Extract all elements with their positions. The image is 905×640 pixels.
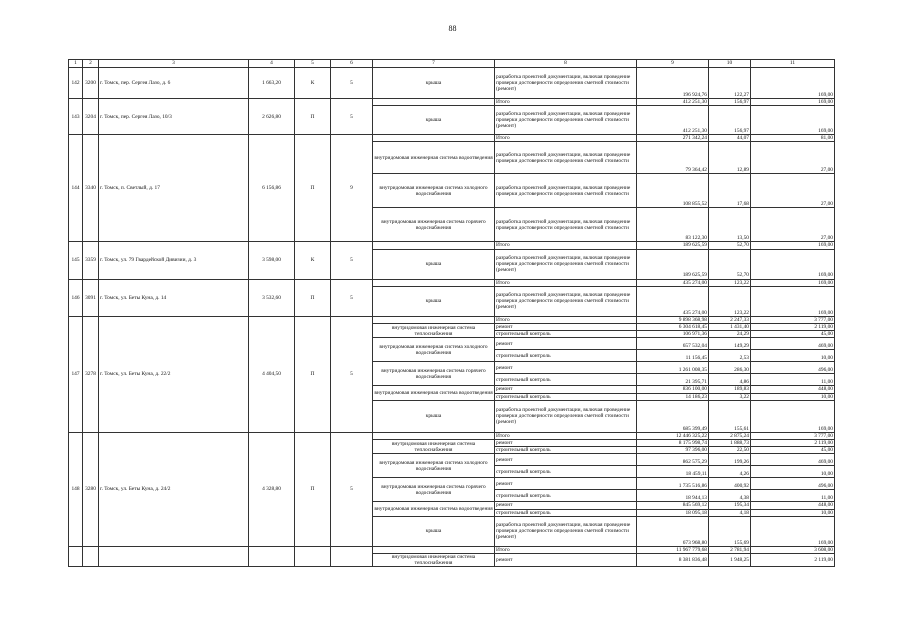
area: 1 663,20 <box>249 68 295 99</box>
limit: 496,00 <box>751 478 835 490</box>
total-cost: 189 625,59 <box>637 242 709 249</box>
element: внутридомовая инженерная система теплоснабжения <box>373 554 495 567</box>
empty-cell <box>295 546 331 567</box>
col-header: 8 <box>495 60 637 68</box>
limit: 10,00 <box>751 509 835 516</box>
unit-cost: 195,34 <box>709 502 751 509</box>
cost: 1 261 008,35 <box>637 362 709 374</box>
unit-cost: 52,70 <box>709 249 751 279</box>
col-header: 6 <box>331 60 373 68</box>
empty-cell <box>249 546 295 567</box>
work-type: строительный контроль <box>495 490 637 502</box>
cost: 862 575,29 <box>637 454 709 466</box>
work-type: ремонт <box>495 454 637 466</box>
address: г. Томск, пер. Сергея Лазо, 10/3 <box>99 99 249 135</box>
work-type: разработка проектной документации, включая проведение проверки достоверности определения сметной стоимости (ремонт) <box>495 106 637 135</box>
house-id: 3280 <box>83 432 99 546</box>
floors: 5 <box>331 68 373 99</box>
total-limit: 3 777,00 <box>751 432 835 439</box>
column-number-row <box>69 60 835 68</box>
unit-cost: 4,26 <box>709 466 751 478</box>
floors: 5 <box>331 432 373 546</box>
limit: 448,00 <box>751 502 835 509</box>
area: 4 328,80 <box>249 432 295 546</box>
work-type: строительный контроль <box>495 393 637 400</box>
table-row-total <box>69 135 835 142</box>
unit-cost: 3,22 <box>709 393 751 400</box>
table-row-total <box>69 99 835 106</box>
work-type: строительный контроль <box>495 331 637 338</box>
total-label: Итого <box>495 279 637 286</box>
work-type: разработка проектной документации, включая проведение проверки достоверности определения сметной стоимости (ремонт) <box>495 286 637 316</box>
work-type: строительный контроль <box>495 350 637 362</box>
unit-cost: 22,50 <box>709 447 751 454</box>
total-cost: 11 967 779,68 <box>637 546 709 553</box>
address: г. Томск, ул. Беты Куна, д. 24/2 <box>99 432 249 546</box>
limit: 2 119,00 <box>751 554 835 567</box>
cost: 18 459,11 <box>637 466 709 478</box>
wall-type: П <box>295 432 331 546</box>
house-id: 3091 <box>83 279 99 316</box>
table-row <box>69 68 835 99</box>
empty-cell <box>373 135 495 142</box>
element: внутридомовая инженерная система теплоснабжения <box>373 440 495 454</box>
element: внутридомовая инженерная система теплоснабжения <box>373 324 495 338</box>
area: 3 532,60 <box>249 279 295 316</box>
total-unit-cost: 156,97 <box>709 99 751 106</box>
work-type: разработка проектной документации, включая проведение проверки достоверности определения сметной стоимости (ремонт) <box>495 68 637 99</box>
work-type: ремонт <box>495 502 637 509</box>
work-type: ремонт <box>495 338 637 350</box>
element: внутридомовая инженерная система холодного водоснабжения <box>373 174 495 208</box>
cost: 14 186,23 <box>637 393 709 400</box>
unit-cost: 155,61 <box>709 400 751 432</box>
cost: 8 175 998,74 <box>637 440 709 447</box>
work-type: разработка проектной документации, включая проведение проверки достоверности определения сметной стоимости (ремонт) <box>495 249 637 279</box>
address: г. Томск, ул. Беты Куна, д. 14 <box>99 279 249 316</box>
limit: 469,00 <box>751 338 835 350</box>
cost: 97 396,00 <box>637 447 709 454</box>
limit: 10,00 <box>751 350 835 362</box>
unit-cost: 400,92 <box>709 478 751 490</box>
house-id: 3340 <box>83 135 99 242</box>
unit-cost: 24,29 <box>709 331 751 338</box>
cost: 83 122,30 <box>637 208 709 242</box>
wall-type: П <box>295 316 331 432</box>
empty-cell <box>373 316 495 323</box>
work-type: ремонт <box>495 440 637 447</box>
address: г. Томск, пер. Сергея Лазо, д. 6 <box>99 68 249 99</box>
work-type: разработка проектной документации, включая проведение проверки достоверности определения сметной стоимости <box>495 142 637 174</box>
row-number: 143 <box>69 99 83 135</box>
unit-cost: 122,27 <box>709 68 751 99</box>
limit: 27,00 <box>751 142 835 174</box>
work-type: строительный контроль <box>495 447 637 454</box>
row-number: 146 <box>69 279 83 316</box>
work-type: разработка проектной документации, включая проведение проверки достоверности определения сметной стоимости (ремонт) <box>495 400 637 432</box>
floors: 5 <box>331 316 373 432</box>
unit-cost: 286,30 <box>709 362 751 374</box>
empty-cell <box>373 432 495 439</box>
cost: 18 944,13 <box>637 490 709 502</box>
empty-cell <box>83 546 99 567</box>
total-unit-cost: 2 781,94 <box>709 546 751 553</box>
work-type: ремонт <box>495 386 637 393</box>
floors: 5 <box>331 242 373 279</box>
house-id: 3200 <box>83 68 99 99</box>
cost: 18 095,18 <box>637 509 709 516</box>
table-row-total <box>69 242 835 249</box>
total-unit-cost: 2 875,24 <box>709 432 751 439</box>
limit: 2 119,00 <box>751 324 835 331</box>
total-unit-cost: 44,07 <box>709 135 751 142</box>
element: крыша <box>373 106 495 135</box>
limit: 448,00 <box>751 386 835 393</box>
total-unit-cost: 2 247,33 <box>709 316 751 323</box>
element: внутридомовая инженерная система горячего водоснабжения <box>373 208 495 242</box>
area: 2 626,80 <box>249 99 295 135</box>
address: г. Томск, ул. Беты Куна, д. 22/2 <box>99 316 249 432</box>
cost: 79 364,42 <box>637 142 709 174</box>
limit: 169,00 <box>751 106 835 135</box>
cost: 685 399,49 <box>637 400 709 432</box>
total-unit-cost: 52,70 <box>709 242 751 249</box>
work-type: ремонт <box>495 478 637 490</box>
total-label: Итого <box>495 135 637 142</box>
total-label: Итого <box>495 546 637 553</box>
unit-cost: 4,38 <box>709 490 751 502</box>
limit: 10,00 <box>751 393 835 400</box>
total-label: Итого <box>495 432 637 439</box>
work-type: разработка проектной документации, включая проведение проверки достоверности определения сметной стоимости (ремонт) <box>495 516 637 546</box>
total-cost: 12 446 325,22 <box>637 432 709 439</box>
unit-cost: 2,53 <box>709 350 751 362</box>
empty-cell <box>99 546 249 567</box>
limit: 45,00 <box>751 331 835 338</box>
cost: 8 381 836,48 <box>637 554 709 567</box>
total-limit: 169,00 <box>751 99 835 106</box>
cost: 836 100,00 <box>637 386 709 393</box>
total-unit-cost: 123,22 <box>709 279 751 286</box>
wall-type: П <box>295 135 331 242</box>
floors: 9 <box>331 135 373 242</box>
unit-cost: 189,83 <box>709 386 751 393</box>
wall-type: К <box>295 242 331 279</box>
limit: 2 119,00 <box>751 440 835 447</box>
col-header: 10 <box>709 60 751 68</box>
total-cost: 271 342,24 <box>637 135 709 142</box>
cost: 108 855,52 <box>637 174 709 208</box>
element: внутридомовая инженерная система холодного водоснабжения <box>373 454 495 478</box>
cost: 657 532,04 <box>637 338 709 350</box>
capital-repair-table <box>68 59 835 567</box>
limit: 169,00 <box>751 286 835 316</box>
page-number: 88 <box>448 24 457 33</box>
table-row-total <box>69 279 835 286</box>
element: крыша <box>373 400 495 432</box>
unit-cost: 156,97 <box>709 106 751 135</box>
house-id: 3359 <box>83 242 99 279</box>
work-type: разработка проектной документации, включая проведение проверки достоверности определения сметной стоимости <box>495 208 637 242</box>
work-type: ремонт <box>495 362 637 374</box>
cost: 1 735 516,86 <box>637 478 709 490</box>
area: 6 156,86 <box>249 135 295 242</box>
col-header: 9 <box>637 60 709 68</box>
limit: 496,00 <box>751 362 835 374</box>
limit: 169,00 <box>751 68 835 99</box>
element: внутридомовая инженерная система горячего водоснабжения <box>373 478 495 502</box>
table-row-total <box>69 546 835 553</box>
total-limit: 81,00 <box>751 135 835 142</box>
row-number: 147 <box>69 316 83 432</box>
house-id: 3204 <box>83 99 99 135</box>
unit-cost: 155,69 <box>709 516 751 546</box>
element: внутридомовая инженерная система водоотведения <box>373 142 495 174</box>
element: крыша <box>373 516 495 546</box>
limit: 11,00 <box>751 490 835 502</box>
cost: 435 274,00 <box>637 286 709 316</box>
area: 3 598,00 <box>249 242 295 279</box>
element: крыша <box>373 286 495 316</box>
area: 4 404,50 <box>249 316 295 432</box>
work-type: ремонт <box>495 554 637 567</box>
col-header: 4 <box>249 60 295 68</box>
table-row-total <box>69 316 835 323</box>
cost: 196 924,76 <box>637 68 709 99</box>
table-row-total <box>69 432 835 439</box>
work-type: строительный контроль <box>495 509 637 516</box>
total-limit: 3 777,00 <box>751 316 835 323</box>
unit-cost: 12,89 <box>709 142 751 174</box>
total-cost: 9 898 368,98 <box>637 316 709 323</box>
cost: 845 569,12 <box>637 502 709 509</box>
wall-type: П <box>295 279 331 316</box>
limit: 469,00 <box>751 454 835 466</box>
cost: 673 968,80 <box>637 516 709 546</box>
unit-cost: 4,18 <box>709 509 751 516</box>
unit-cost: 199,26 <box>709 454 751 466</box>
unit-cost: 4,86 <box>709 374 751 386</box>
total-limit: 169,00 <box>751 242 835 249</box>
work-type: ремонт <box>495 324 637 331</box>
element: внутридомовая инженерная система горячего водоснабжения <box>373 362 495 386</box>
limit: 10,00 <box>751 466 835 478</box>
row-number: 145 <box>69 242 83 279</box>
row-number: 148 <box>69 432 83 546</box>
wall-type: К <box>295 68 331 99</box>
unit-cost: 17,68 <box>709 174 751 208</box>
cost: 412 251,30 <box>637 106 709 135</box>
empty-cell <box>69 546 83 567</box>
cost: 21 395,71 <box>637 374 709 386</box>
empty-cell <box>373 99 495 106</box>
limit: 27,00 <box>751 208 835 242</box>
element: внутридомовая инженерная система водоотведения <box>373 386 495 400</box>
total-limit: 169,00 <box>751 279 835 286</box>
col-header: 7 <box>373 60 495 68</box>
unit-cost: 1 948,25 <box>709 554 751 567</box>
empty-cell <box>331 546 373 567</box>
unit-cost: 13,50 <box>709 208 751 242</box>
limit: 11,00 <box>751 374 835 386</box>
work-type: строительный контроль <box>495 374 637 386</box>
row-number: 142 <box>69 68 83 99</box>
empty-cell <box>373 546 495 553</box>
unit-cost: 1 888,73 <box>709 440 751 447</box>
cost: 189 625,59 <box>637 249 709 279</box>
work-type: разработка проектной документации, включая проведение проверки достоверности определения сметной стоимости <box>495 174 637 208</box>
cost: 6 304 618,45 <box>637 324 709 331</box>
col-header: 2 <box>83 60 99 68</box>
total-label: Итого <box>495 99 637 106</box>
address: г. Томск, п. Светлый, д. 17 <box>99 135 249 242</box>
work-type: строительный контроль <box>495 466 637 478</box>
unit-cost: 1 431,40 <box>709 324 751 331</box>
total-label: Итого <box>495 316 637 323</box>
element: крыша <box>373 68 495 99</box>
wall-type: П <box>295 99 331 135</box>
limit: 169,00 <box>751 249 835 279</box>
col-header: 1 <box>69 60 83 68</box>
limit: 27,00 <box>751 174 835 208</box>
empty-cell <box>373 242 495 249</box>
address: г. Томск, ул. 79 Гвардейской Дивизии, д. 3 <box>99 242 249 279</box>
empty-cell <box>373 279 495 286</box>
col-header: 5 <box>295 60 331 68</box>
element: внутридомовая инженерная система холодного водоснабжения <box>373 338 495 362</box>
total-limit: 3 608,00 <box>751 546 835 553</box>
limit: 169,00 <box>751 400 835 432</box>
unit-cost: 123,22 <box>709 286 751 316</box>
total-label: Итого <box>495 242 637 249</box>
total-cost: 435 274,00 <box>637 279 709 286</box>
unit-cost: 149,29 <box>709 338 751 350</box>
element: внутридомовая инженерная система водоотведения <box>373 502 495 516</box>
row-number: 144 <box>69 135 83 242</box>
house-id: 3278 <box>83 316 99 432</box>
element: крыша <box>373 249 495 279</box>
floors: 5 <box>331 279 373 316</box>
floors: 5 <box>331 99 373 135</box>
total-cost: 412 251,30 <box>637 99 709 106</box>
col-header: 3 <box>99 60 249 68</box>
limit: 45,00 <box>751 447 835 454</box>
col-header: 11 <box>751 60 835 68</box>
limit: 169,00 <box>751 516 835 546</box>
cost: 106 971,36 <box>637 331 709 338</box>
cost: 11 156,45 <box>637 350 709 362</box>
